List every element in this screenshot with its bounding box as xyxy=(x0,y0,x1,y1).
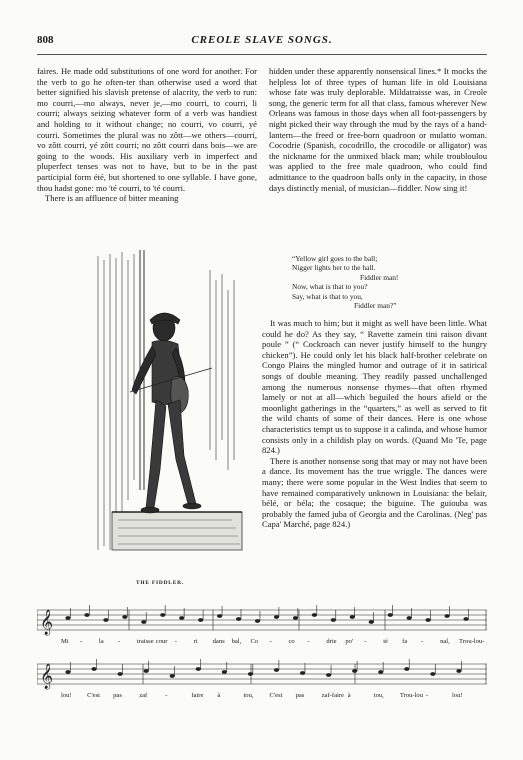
note-head xyxy=(326,673,331,677)
lyric-syllable: pas xyxy=(113,692,122,699)
lyric-syllable: - xyxy=(117,638,121,645)
verse-line: Now, what is that to you? xyxy=(292,282,368,292)
lyric-syllable: tou, xyxy=(243,692,254,699)
music-staff-2 xyxy=(37,658,487,690)
lyric-syllable: faire xyxy=(191,692,204,699)
lyric-syllable: - xyxy=(269,638,272,645)
note-head xyxy=(198,618,203,622)
paragraph: There is another nonsense song that may or may not have been a dance. Its movement has the true wriggle. The dances were many; there were some popular in the West Indies that seem to have remained comparatively unknown in Louisiana: the belair, bélé, or béla; the cosaque; the biguine. The guiouba was probably the famed juba of Georgia and the Carolinas. (Neg' pas Capa' Marché, page 824.) xyxy=(262,455,487,530)
note-head xyxy=(160,613,165,617)
lyric-syllable: po' xyxy=(345,638,354,645)
lyric-syllable: - xyxy=(421,638,424,645)
note-head xyxy=(91,667,96,671)
lyric-syllable: bal, xyxy=(231,638,242,645)
paragraph: There is an affluence of bitter meaning xyxy=(45,193,179,204)
lyric-syllable: traisse xyxy=(136,638,154,645)
note-head xyxy=(84,613,89,617)
note-head xyxy=(352,669,357,673)
note-head xyxy=(65,616,70,620)
verse-line: “Yellow girl goes to the ball; xyxy=(292,254,378,263)
note-head xyxy=(300,671,305,675)
treble-clef-icon: 𝄞 xyxy=(40,610,54,635)
note-head xyxy=(444,614,449,618)
note-head xyxy=(179,616,184,620)
note-head xyxy=(196,667,201,671)
note-head xyxy=(463,617,468,621)
note-head xyxy=(407,616,412,620)
lyric-syllable: dans xyxy=(212,638,225,645)
page-header xyxy=(37,34,487,50)
note-head xyxy=(65,670,70,674)
header-rule xyxy=(37,54,487,55)
note-head xyxy=(293,616,298,620)
note-head xyxy=(248,672,253,676)
verse-line: Say, what is that to you, xyxy=(292,291,363,301)
lyric-syllable: Co xyxy=(250,638,259,645)
verse-line: Nigger lights her to the hall. xyxy=(292,263,376,273)
lyric-syllable: - xyxy=(364,638,367,645)
lyric-syllable: nal, xyxy=(440,638,450,645)
note-head xyxy=(170,674,175,678)
note-head xyxy=(122,615,127,619)
lyric-syllable: la xyxy=(98,638,104,645)
note-head xyxy=(255,619,260,623)
note-head xyxy=(103,618,108,622)
lyric-syllable: pas xyxy=(295,692,305,699)
lyric-syllable: C'est xyxy=(87,692,100,699)
note-head xyxy=(456,669,461,673)
paragraph: It was much to him; but it might as well have been little. What could he do? As they say, “ Ravette zamein tini raison divant poule ” (“ Cockroach can never justify himself to the hungry chicken”). He could only let his black half-brother celebrate on Congo Plains the mingled humor and outrage of it in satirical songs of double meaning. They readily passed unchallenged among the numerous nonsense rhymes—that often rhymed lamely or not at all—which beguiled the hours afield or the moonlight gatherings in the “quarters,” as well as served to fit the wild chants of some of their dances. Here is one whose characteristics tempt us to suppose it a calinda, and whose humor consists only in a childish play on words. (Quand Mo 'Te, page 824.) xyxy=(262,318,487,456)
left-column-text xyxy=(37,66,257,204)
verse-line: Fiddler man?” xyxy=(354,301,397,311)
note-head xyxy=(350,615,355,619)
note-head xyxy=(378,670,383,674)
lyric-syllable: tou, xyxy=(373,692,384,699)
note-head xyxy=(217,614,222,618)
lower-right-column-text xyxy=(262,318,487,530)
note-head xyxy=(404,667,409,671)
fiddler-illustration xyxy=(92,250,248,568)
figure-caption: THE FIDDLER. xyxy=(136,580,184,586)
lyric-syllable: cour xyxy=(155,638,168,645)
lyric-syllable: té xyxy=(383,638,388,645)
note-head xyxy=(141,620,146,624)
lyric-syllable: - xyxy=(174,638,177,645)
lyric-syllable: fa xyxy=(402,638,408,645)
lyric-syllable: co xyxy=(288,638,295,645)
lyric-syllable: drie xyxy=(326,638,337,645)
note-head xyxy=(144,669,149,673)
song-verse xyxy=(292,254,482,310)
note-head xyxy=(274,668,279,672)
verse-line: Fiddler man! xyxy=(360,272,399,282)
note-head xyxy=(430,672,435,676)
treble-clef-icon: 𝄞 xyxy=(40,664,54,689)
note-head xyxy=(388,613,393,617)
paragraph: hidden under these apparently nonsensical lines.* It mocks the helpless lot of three types of human life in old Louisiana whose fate was truly deplorable. Mildatraisse was, in Creole song, the generic term for all that class, famous wherever New Orleans was famous in those days when all foot-passengers by night picked their way through the mud by the rays of a hand-lantern—the freed or free-born quadroon or mulatto woman. Cocodrie (Spanish, cocodrillo, the crocodile or alligator) was the nickname for the unmixed black man; while troubloulou was applied to the free male quadroon, who could find admittance to the quadroon balls only in the capacity, in those days distinctly menial, of musician—fiddler. Now sing it! xyxy=(269,66,487,193)
right-column-text xyxy=(269,66,487,193)
note-head xyxy=(236,617,241,621)
lyric-syllable: à xyxy=(217,692,221,699)
running-title: CREOLE SLAVE SONGS. xyxy=(191,34,333,46)
lyric-syllable: à xyxy=(347,692,351,699)
lyric-syllable: Trou-lou xyxy=(399,692,424,699)
note-head xyxy=(426,618,431,622)
lyric-syllable: ri xyxy=(193,638,198,645)
music-staff-1 xyxy=(37,604,487,636)
lyric-syllable: - xyxy=(307,638,310,645)
lyric-syllable: C'est xyxy=(269,692,283,699)
lyric-syllable: Mi xyxy=(61,638,69,645)
lyric-syllable: - xyxy=(165,692,168,699)
lyric-syllable: Trou-lou- xyxy=(459,638,485,645)
lyric-syllable: lou! xyxy=(61,692,72,699)
lyric-syllable: - xyxy=(79,638,83,645)
note-head xyxy=(312,613,317,617)
note-head xyxy=(331,618,336,622)
lyric-syllable: - xyxy=(425,692,429,699)
note-head xyxy=(274,615,279,619)
lyric-syllable: zaf xyxy=(139,692,148,699)
note-head xyxy=(222,670,227,674)
note-head xyxy=(118,672,123,676)
page-number: 808 xyxy=(37,34,54,46)
paragraph: faires. He made odd substitutions of one word for another. For the verb to go he often-ter than otherwise used a word that better signified his slavish pretense of alacrity, the verb to run: mo courri,—mo always, never je,—mo courri, to courri, li courri; always seizing whatever form of a verb was handiest and holding to it without change; no courri, vo courri, yé courri. Sometimes the plural was no zôtt—we others—courri, vo zôtt courri, yé zôtt courri; no zôtt courri dans bois—we are going to the woods. His auxiliary verb in imperfect and pluperfect tenses was not to have, but to be in the past participial form été, but shortened to one syllable. I have gone, thou hadst gone: mo 'té courri, to 'té courri. xyxy=(37,66,257,193)
lyric-syllable: zaf-faire xyxy=(321,692,344,699)
note-head xyxy=(369,620,374,624)
lyric-syllable: lou! xyxy=(451,692,463,699)
